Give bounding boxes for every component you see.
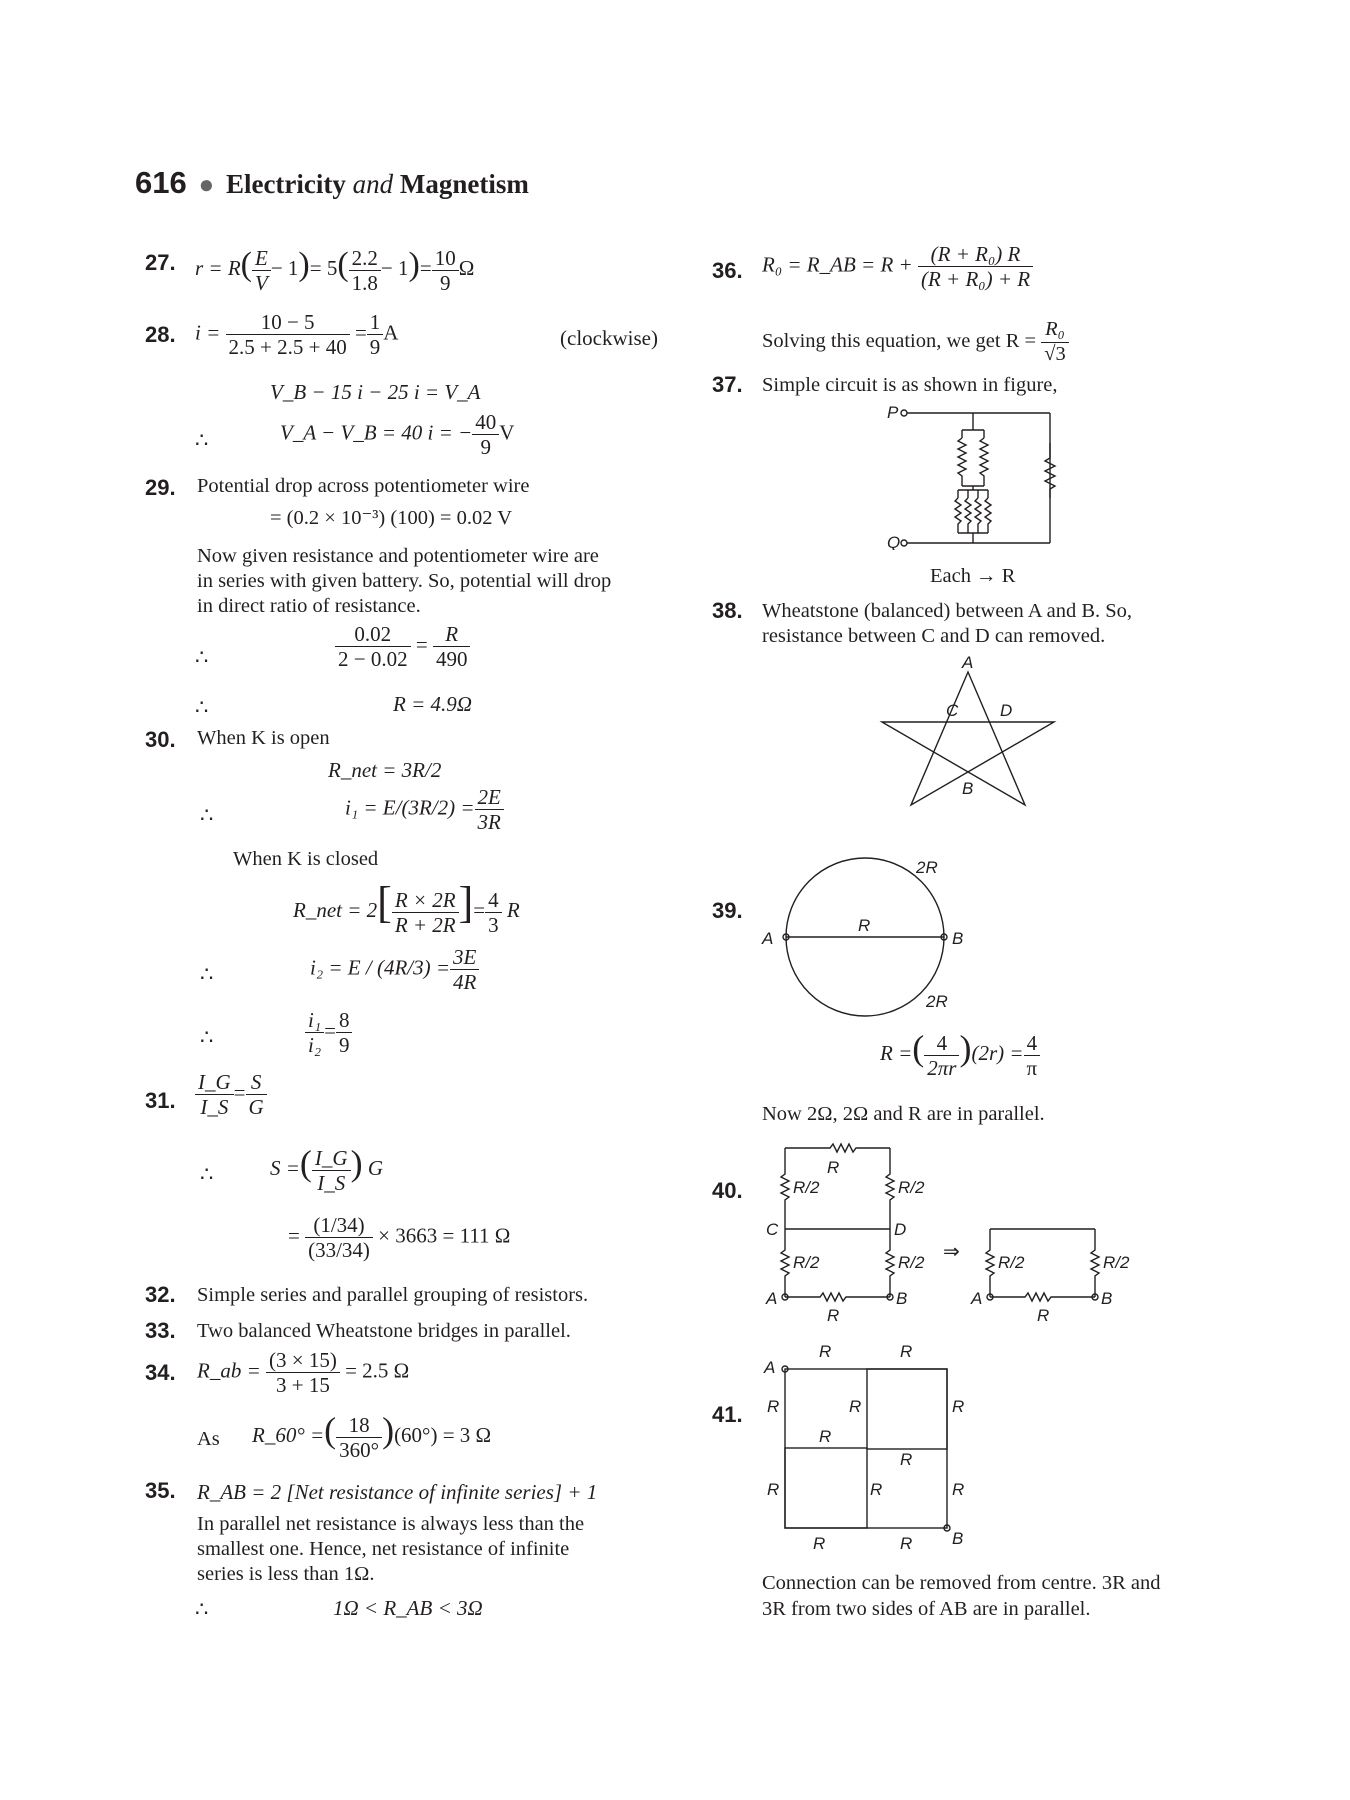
- q38-star-diagram: [870, 650, 1070, 810]
- resistor-bottom-simplified: [990, 1293, 1095, 1301]
- label-2r-bottom: 2R: [926, 992, 948, 1011]
- label-r2-c: R/2: [793, 1253, 820, 1272]
- label-r2-a: R/2: [793, 1178, 820, 1197]
- label-a: A: [962, 653, 974, 672]
- q38-line2: resistance between C and D can removed.: [762, 625, 1106, 647]
- q35-para2: smallest one. Hence, net resistance of infinite: [197, 1538, 570, 1560]
- label-a: A: [766, 1289, 778, 1308]
- therefore-symbol: ∴: [195, 695, 209, 719]
- label-r: R: [900, 1450, 913, 1469]
- page-header: [135, 165, 529, 201]
- label-r: R: [952, 1480, 965, 1499]
- chapter-title: Electricity and Magnetism: [225, 169, 529, 199]
- label-b: B: [896, 1289, 908, 1308]
- q27-equation: r = R( $\frac{E}{V}$ − 1)= 5( $\frac{2.2}{1.8}$ − 1)= $\frac{10}{9}$ Ω: [195, 245, 475, 295]
- q29-para2: in series with given battery. So, potential will drop: [197, 570, 612, 592]
- label-r2-d: R/2: [898, 1253, 925, 1272]
- resistor-right-upper: [886, 1148, 894, 1229]
- q28-line3: V_A − V_B = 40 i = − $\frac{40}{9}$ V: [280, 410, 515, 460]
- q30-rnet1: R_net = 3R/2: [328, 758, 442, 782]
- q37-caption: Each → R: [930, 565, 1016, 587]
- q34-as: As: [197, 1428, 220, 1450]
- label-r: R: [813, 1534, 826, 1553]
- q37-number: 37.: [712, 372, 743, 397]
- q28-number: 28.: [145, 322, 176, 347]
- therefore-symbol: ∴: [200, 1162, 214, 1186]
- q36-equation: R₀ = R_AB = R + $\frac{\text{(R + R₀) R}}{\text{(R + R₀) + R}}$: [762, 242, 1033, 291]
- resistor-left-simplified: [986, 1229, 994, 1297]
- label-r: R: [767, 1397, 780, 1416]
- q29-para1: Now given resistance and potentiometer wire are: [197, 545, 599, 567]
- q34-r60: R_60° =( $\frac{18}{360^\circ}$ )(60°) = 3 Ω: [252, 1410, 492, 1462]
- q30-i2: i₂ = E / (4R/3) = $\frac{3E}{4R}$: [310, 945, 479, 994]
- q35-para3: series is less than 1Ω.: [197, 1563, 375, 1585]
- label-q: Q: [887, 533, 901, 550]
- therefore-symbol: ∴: [195, 428, 209, 452]
- resistor-bottom-r: [785, 1293, 890, 1301]
- resistor-left-lower: [781, 1229, 789, 1297]
- resistor-d: [965, 498, 971, 533]
- q30-rnet2: R_net = 2[ $\frac{R \times 2R}{R + 2R}$ ]= $\frac{4}{3}$ R: [293, 878, 520, 937]
- label-a: A: [764, 1358, 776, 1377]
- q40-number: 40.: [712, 1178, 743, 1203]
- label-p: P: [887, 403, 899, 422]
- q35-number: 35.: [145, 1478, 176, 1503]
- q29-number: 29.: [145, 475, 176, 500]
- therefore-symbol: ∴: [195, 645, 209, 669]
- q30-number: 30.: [145, 727, 176, 752]
- q40-circuit-diagram: [755, 1138, 1145, 1334]
- q30-i1: i₁ = E/(3R/2) = $\frac{2E}{3R}$: [345, 785, 504, 834]
- label-r: R: [870, 1480, 883, 1499]
- top-right-square: [867, 1369, 947, 1449]
- resistor-a: [958, 438, 966, 486]
- label-r2-e: R/2: [998, 1253, 1025, 1272]
- label-r: R: [819, 1342, 832, 1361]
- label-r: R: [900, 1342, 913, 1361]
- q29-para3: in direct ratio of resistance.: [197, 595, 421, 617]
- therefore-symbol: ∴: [200, 803, 214, 827]
- label-r2-b: R/2: [898, 1178, 925, 1197]
- label-r: R: [952, 1397, 965, 1416]
- label-b: B: [962, 779, 974, 798]
- resistor-e: [975, 498, 981, 533]
- q34-number: 34.: [145, 1360, 176, 1385]
- resistor-c: [955, 498, 961, 533]
- label-r: R: [849, 1397, 862, 1416]
- q39-note: Now 2Ω, 2Ω and R are in parallel.: [762, 1103, 1045, 1125]
- resistor-right-lower: [886, 1229, 894, 1297]
- therefore-symbol: ∴: [200, 962, 214, 986]
- label-a: A: [762, 929, 774, 948]
- implies-arrow: ⇒: [943, 1241, 960, 1263]
- q33-number: 33.: [145, 1318, 176, 1343]
- q37-circuit-diagram: [870, 398, 1070, 550]
- therefore-symbol: ∴: [195, 1597, 209, 1621]
- terminal-p: [901, 410, 907, 416]
- label-r: R: [858, 916, 871, 935]
- q39-equation: R =( $\frac{4}{2\pi r}$ )(2r) = $\frac{4}{\pi}$: [880, 1028, 1040, 1080]
- q30-ratio: $\frac{\text{i₁}}{\text{i₂}}$ = $\frac{8}{9}$: [305, 1008, 352, 1057]
- q31-value: = $\frac{(1/34)}{(33/34)}$ × 3663 = 111 Ω: [288, 1213, 511, 1263]
- label-d: D: [1000, 701, 1013, 720]
- label-c: C: [946, 701, 959, 720]
- q28-line2: V_B − 15 i − 25 i = V_A: [270, 380, 481, 404]
- label-2r-top: 2R: [916, 858, 938, 877]
- q31-s: S =( $\frac{I\_G}{I\_S}$ ) G: [270, 1143, 384, 1195]
- label-r2-f: R/2: [1103, 1253, 1130, 1272]
- label-a2: A: [971, 1289, 983, 1308]
- label-r-bottom: R: [827, 1306, 840, 1325]
- q41-conclusion-1: Connection can be removed from centre. 3R and: [762, 1572, 1161, 1594]
- therefore-symbol: ∴: [200, 1025, 214, 1049]
- q35-ineq: 1Ω < R_AB < 3Ω: [333, 1596, 483, 1620]
- label-r: R: [900, 1534, 913, 1553]
- q41-number: 41.: [712, 1402, 743, 1427]
- q29-line2: = (0.2 × 10⁻³) (100) = 0.02 V: [270, 507, 513, 529]
- label-b: B: [952, 929, 964, 948]
- q29-ratio: $\frac{0.02}{2 - 0.02}$ = $\frac{R}{490}$: [335, 622, 470, 671]
- q38-line1: Wheatstone (balanced) between A and B. So,: [762, 600, 1133, 622]
- label-b2: B: [1101, 1289, 1113, 1308]
- resistor-left-upper: [781, 1148, 789, 1229]
- q27-number: 27.: [145, 250, 176, 275]
- bullet-icon: ●: [191, 170, 221, 199]
- q34-rab: R_ab = $\frac{(3 \times 15)}{3 + 15}$ = 2.5 Ω: [197, 1348, 410, 1398]
- resistor-f: [985, 498, 991, 533]
- q41-grid-diagram: [752, 1335, 1012, 1557]
- q29-result: R = 4.9Ω: [393, 692, 472, 716]
- q37-text: Simple circuit is as shown in figure,: [762, 374, 1058, 396]
- label-c: C: [766, 1220, 779, 1239]
- q30-line2: When K is closed: [233, 848, 379, 870]
- q28-note: (clockwise): [560, 326, 658, 350]
- resistor-top-r: [785, 1144, 890, 1152]
- q29-line1: Potential drop across potentiometer wire: [197, 475, 530, 497]
- terminal-q: [901, 540, 907, 546]
- q30-line1: When K is open: [197, 727, 330, 749]
- q32-text: Simple series and parallel grouping of resistors.: [197, 1284, 589, 1306]
- q38-number: 38.: [712, 598, 743, 623]
- page-number: 616: [135, 165, 187, 200]
- q31-ratio: $\frac{I\_G}{I\_S}$ = $\frac{S}{G}$: [195, 1070, 267, 1119]
- q39-number: 39.: [712, 898, 743, 923]
- q35-line1: R_AB = 2 [Net resistance of infinite series] + 1: [197, 1480, 598, 1504]
- label-d: D: [894, 1220, 907, 1239]
- bottom-left-square: [785, 1448, 867, 1528]
- q36-number: 36.: [712, 258, 743, 283]
- label-b: B: [952, 1529, 964, 1548]
- q32-number: 32.: [145, 1282, 176, 1307]
- q28-equation: i = $\frac{10 - 5}{2.5 + 2.5 + 40}$ = $\frac{1}{9}$ A: [195, 310, 399, 360]
- q31-number: 31.: [145, 1088, 176, 1113]
- resistor-b: [980, 438, 988, 486]
- q35-para1: In parallel net resistance is always less than the: [197, 1513, 585, 1535]
- q39-circle-diagram: [752, 852, 982, 1032]
- resistor-right-simplified: [1091, 1229, 1099, 1297]
- label-r-bottom2: R: [1037, 1306, 1050, 1325]
- label-r: R: [767, 1480, 780, 1499]
- label-r: R: [819, 1427, 832, 1446]
- q33-text: Two balanced Wheatstone bridges in parallel.: [197, 1320, 571, 1342]
- label-r: R: [827, 1158, 840, 1177]
- q36-solve: Solving this equation, we get R = $\frac{\text{R₀}}{√3}$: [762, 318, 1069, 366]
- q41-conclusion-2: 3R from two sides of AB are in parallel.: [762, 1598, 1091, 1620]
